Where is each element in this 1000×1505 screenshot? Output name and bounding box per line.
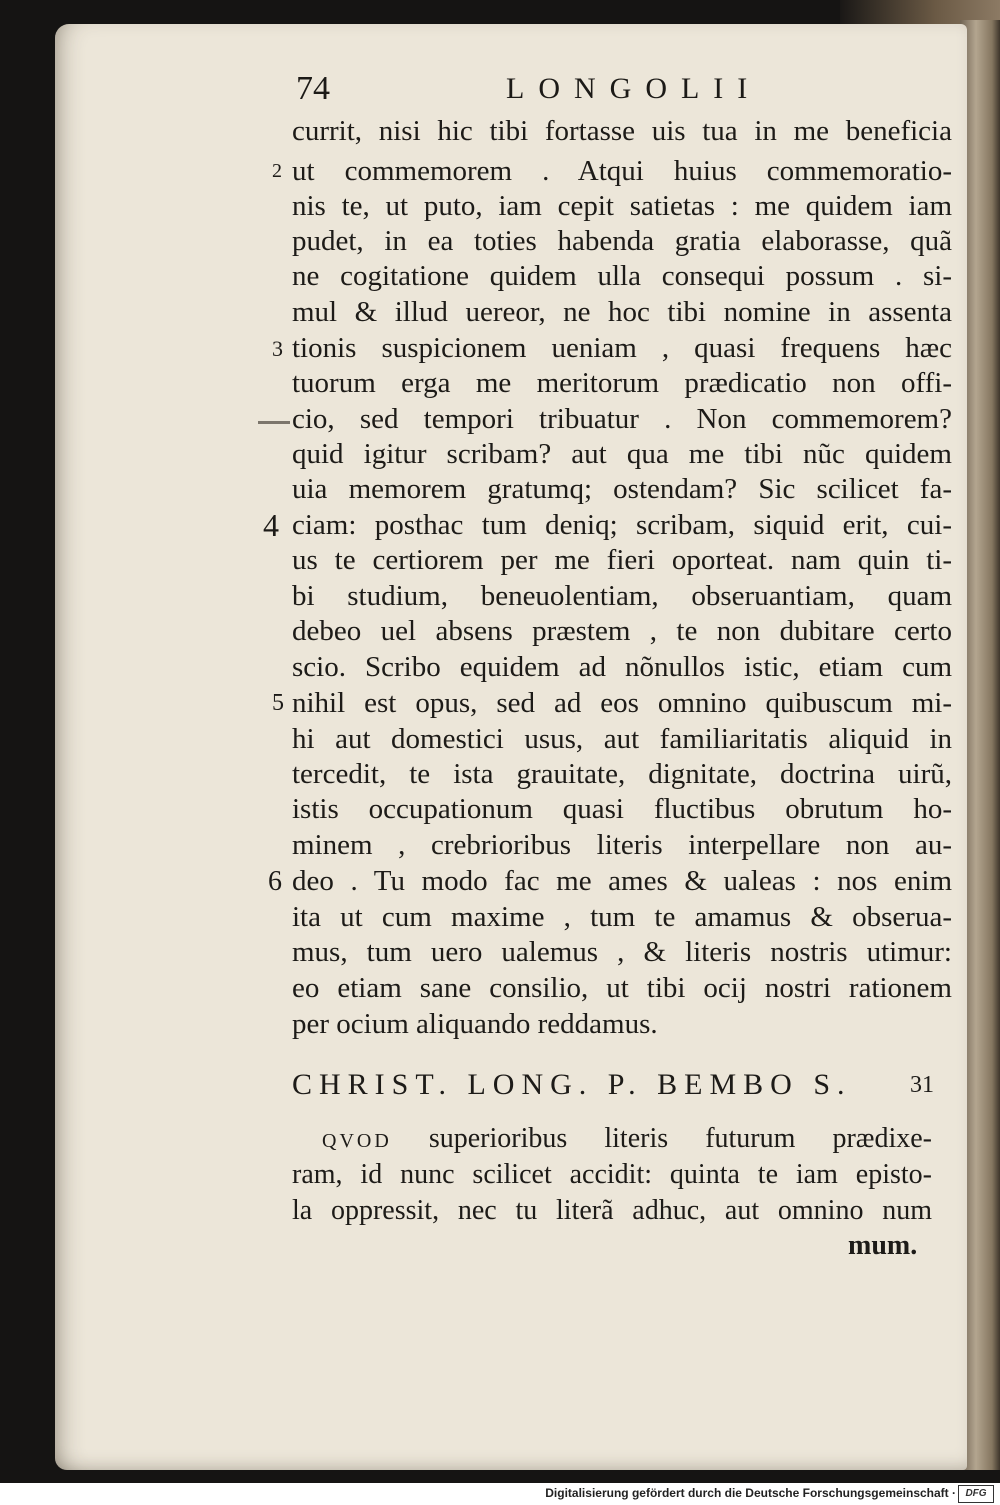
dfg-logo: DFG [958, 1485, 994, 1503]
text-line: istis occupationum quasi fluctibus obrutum ho- [292, 793, 952, 825]
margin-number: 6 [268, 866, 282, 897]
text-line: ut commemorem . Atqui huius commemoratio- [292, 155, 952, 187]
letter-line [322, 1121, 932, 1159]
page-number: 74 [296, 70, 330, 107]
letter-number: 31 [910, 1072, 934, 1098]
text-line: minem , crebrioribus literis interpellare non au- [292, 829, 952, 861]
margin-number: 2 [272, 160, 282, 182]
text-line: ne cogitatione quidem ulla consequi possum . si- [292, 260, 952, 292]
opening-word: QVOD [322, 1130, 392, 1152]
text-line: hi aut domestici usus, aut familiaritatis aliquid in [292, 723, 952, 755]
text-line: us te certiorem per me fieri oporteat. nam quin ti- [292, 544, 952, 576]
running-title: LONGOLII [506, 72, 762, 105]
text-line: tercedit, te ista grauitate, dignitate, doctrina uirũ, [292, 758, 952, 790]
text-line: nihil est opus, sed ad eos omnino quibuscum mi- [292, 687, 952, 719]
text-line: deo . Tu modo fac me ames & ualeas : nos enim [292, 865, 952, 897]
text-line: per ocium aliquando reddamus. [292, 1008, 658, 1040]
text-line: tionis suspicionem ueniam , quasi frequens hæc [292, 332, 952, 364]
text-line: quid igitur scribam? aut qua me tibi nũc quidem [292, 438, 952, 470]
text-line: cio, sed tempori tribuatur . Non commemorem? [292, 403, 952, 435]
margin-number: 3 [272, 336, 283, 361]
letter-line: ram, id nunc scilicet accidit: quinta te iam episto- [292, 1159, 932, 1190]
letter-line: la oppressit, nec tu literã adhuc, aut omnino num [292, 1195, 932, 1226]
catchword: mum. [848, 1230, 918, 1261]
page-header [296, 70, 796, 110]
text-line: pudet, in ea toties habenda gratia elaborasse, quã [292, 225, 952, 257]
letter-line-text: superioribus literis futurum prædixe- [428, 1123, 933, 1154]
text-line: mus, tum uero ualemus , & literis nostris utimur: [292, 936, 952, 968]
margin-dash [258, 421, 290, 424]
text-line: tuorum erga me meritorum prædicatio non offi- [292, 367, 952, 399]
footer-credit: Digitalisierung gefördert durch die Deutsche Forschungsgemeinschaft · [545, 1486, 956, 1500]
text-line: mul & illud uereor, ne hoc tibi nomine in assenta [292, 296, 952, 328]
letter-heading: CHRIST. LONG. P. BEMBO S. [292, 1068, 852, 1101]
margin-number: 4 [263, 507, 279, 543]
text-line: debeo uel absens præstem , te non dubitare certo [292, 615, 952, 647]
text-line: ita ut cum maxime , tum te amamus & obserua- [292, 901, 952, 933]
text-line: uia memorem gratumq; ostendam? Sic scilicet fa- [292, 473, 952, 505]
text-line: bi studium, beneuolentiam, obseruantiam, quam [292, 580, 952, 612]
text-line: ciam: posthac tum deniq; scribam, siquid erit, cui- [292, 509, 952, 541]
text-line: currit, nisi hic tibi fortasse uis tua in me beneficia [292, 115, 952, 147]
text-line: scio. Scribo equidem ad nõnullos istic, etiam cum [292, 651, 952, 683]
text-line: nis te, ut puto, iam cepit satietas : me quidem iam [292, 190, 952, 222]
margin-number: 5 [272, 690, 284, 716]
footer-bar [0, 1483, 1000, 1505]
text-line: eo etiam sane consilio, ut tibi ocij nostri rationem [292, 972, 952, 1004]
